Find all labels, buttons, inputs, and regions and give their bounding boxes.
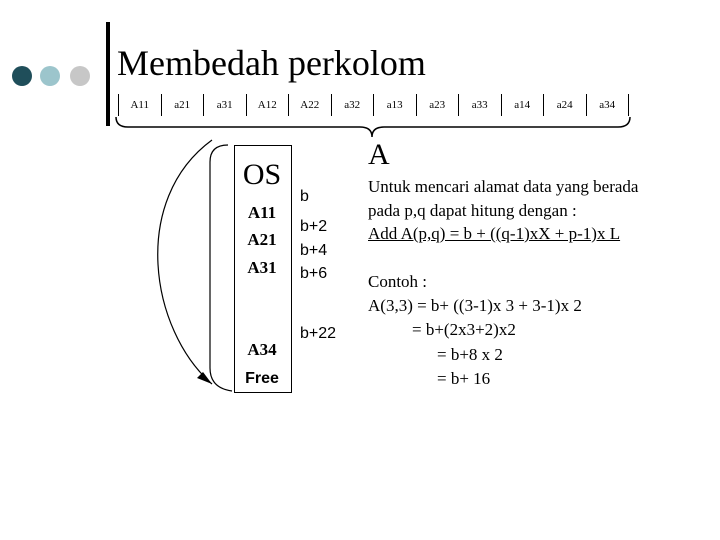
example-line: = b+(2x3+2)x2	[412, 320, 516, 339]
address-value: b+4	[300, 242, 328, 259]
array-cell: a34	[586, 94, 629, 116]
example-label: Contoh :	[368, 272, 428, 291]
memory-row: A11	[247, 203, 277, 222]
address-value: b+6	[300, 265, 328, 282]
array-cell: a32	[331, 94, 374, 116]
array-cell: a33	[458, 94, 501, 116]
array-cell: a21	[161, 94, 204, 116]
os-label: OS	[242, 158, 282, 191]
example-line: = b+8 x 2	[437, 345, 503, 364]
memory-row: A31	[247, 258, 277, 277]
address-value-last: b+22	[300, 325, 337, 342]
arrow-head	[197, 372, 212, 384]
array-cell: A22	[288, 94, 331, 116]
slide-title: Membedah perkolom	[117, 43, 426, 83]
explanation-line: Untuk mencari alamat data yang berada	[368, 177, 639, 196]
example-line: A(3,3) = b+ ((3-1)x 3 + 3-1)x 2	[368, 296, 582, 315]
array-cell: a31	[203, 94, 246, 116]
explanation-line: pada p,q dapat hitung dengan :	[368, 201, 577, 220]
address-value: b+2	[300, 218, 328, 235]
array-brace	[116, 117, 630, 137]
address-formula: Add A(p,q) = b + ((q-1)xX + p-1)x L	[368, 224, 621, 243]
array-name-label: A	[368, 138, 390, 171]
example-line: = b+ 16	[437, 369, 491, 388]
memory-row: A21	[247, 230, 277, 249]
base-address: b	[300, 188, 309, 205]
array-cell: a14	[501, 94, 544, 116]
free-label: Free	[245, 370, 279, 387]
memory-row-last: A34	[247, 340, 277, 359]
array-cell: a23	[416, 94, 459, 116]
memory-bracket	[210, 145, 232, 391]
array-cell: A12	[246, 94, 289, 116]
array-cell: a13	[373, 94, 416, 116]
mapping-arrow	[158, 140, 212, 384]
array-cell: A11	[118, 94, 161, 116]
array-cell: a24	[543, 94, 586, 116]
